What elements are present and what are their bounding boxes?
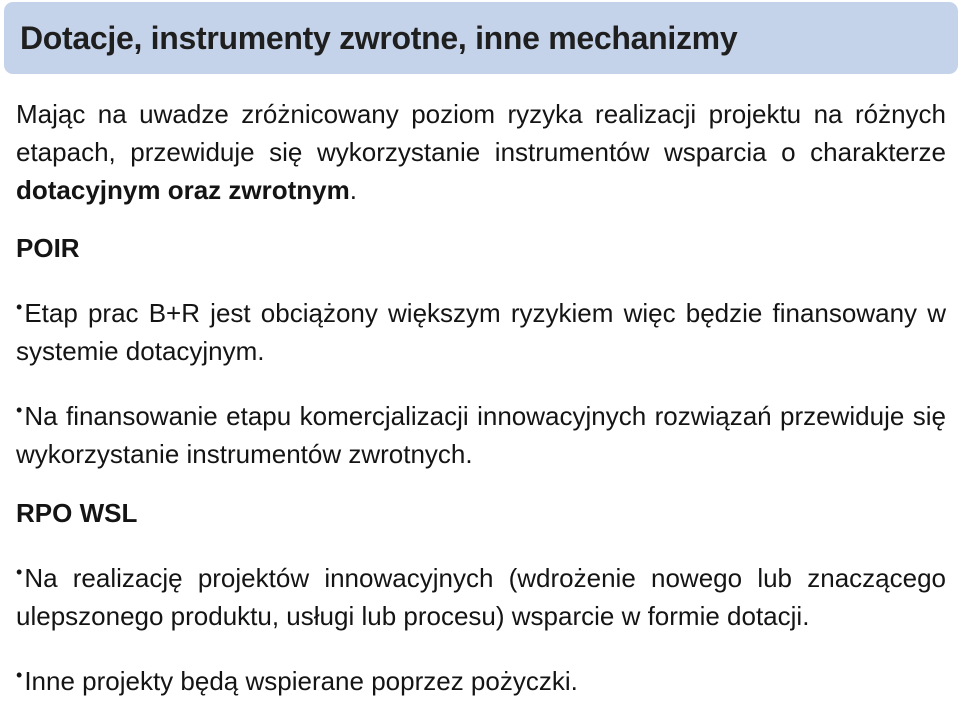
bullet-item bbox=[16, 656, 946, 700]
intro-text: Mając na uwadze zróżnicowany poziom ryzyka realizacji projektu na różnych etapach, przewiduje się wykorzystanie instrumentów wsparcia o charakterze bbox=[16, 99, 946, 167]
slide-title: Dotacje, instrumenty zwrotne, inne mechanizmy bbox=[20, 19, 738, 56]
slide-content bbox=[16, 95, 946, 714]
bullet-item bbox=[16, 391, 946, 473]
bullet-icon: • bbox=[16, 665, 23, 685]
bullet-icon: • bbox=[16, 562, 23, 582]
bullet-text: Inne projekty będą wspierane poprzez pożyczki. bbox=[24, 666, 578, 696]
section-heading-poir: POIR bbox=[16, 233, 80, 263]
title-bar bbox=[4, 2, 958, 74]
bullet-text: Na finansowanie etapu komercjalizacji innowacyjnych rozwiązań przewiduje się wykorzystanie instrumentów zwrotnych. bbox=[16, 401, 946, 469]
bullet-icon: • bbox=[16, 400, 23, 420]
bullet-icon: • bbox=[16, 297, 23, 317]
bullet-item bbox=[16, 553, 946, 635]
bullet-item bbox=[16, 288, 946, 370]
bullet-text: Na realizację projektów innowacyjnych (wdrożenie nowego lub znaczącego ulepszonego produktu, usługi lub procesu) wsparcie w formie dotacji. bbox=[16, 563, 946, 631]
section-heading-rpo-wsl: RPO WSL bbox=[16, 498, 138, 528]
intro-emphasis: dotacyjnym oraz zwrotnym bbox=[16, 175, 350, 205]
intro-period: . bbox=[349, 175, 357, 205]
intro-paragraph bbox=[16, 95, 946, 209]
bullet-text: Etap prac B+R jest obciążony większym ryzykiem więc będzie finansowany w systemie dotacyjnym. bbox=[16, 298, 946, 366]
